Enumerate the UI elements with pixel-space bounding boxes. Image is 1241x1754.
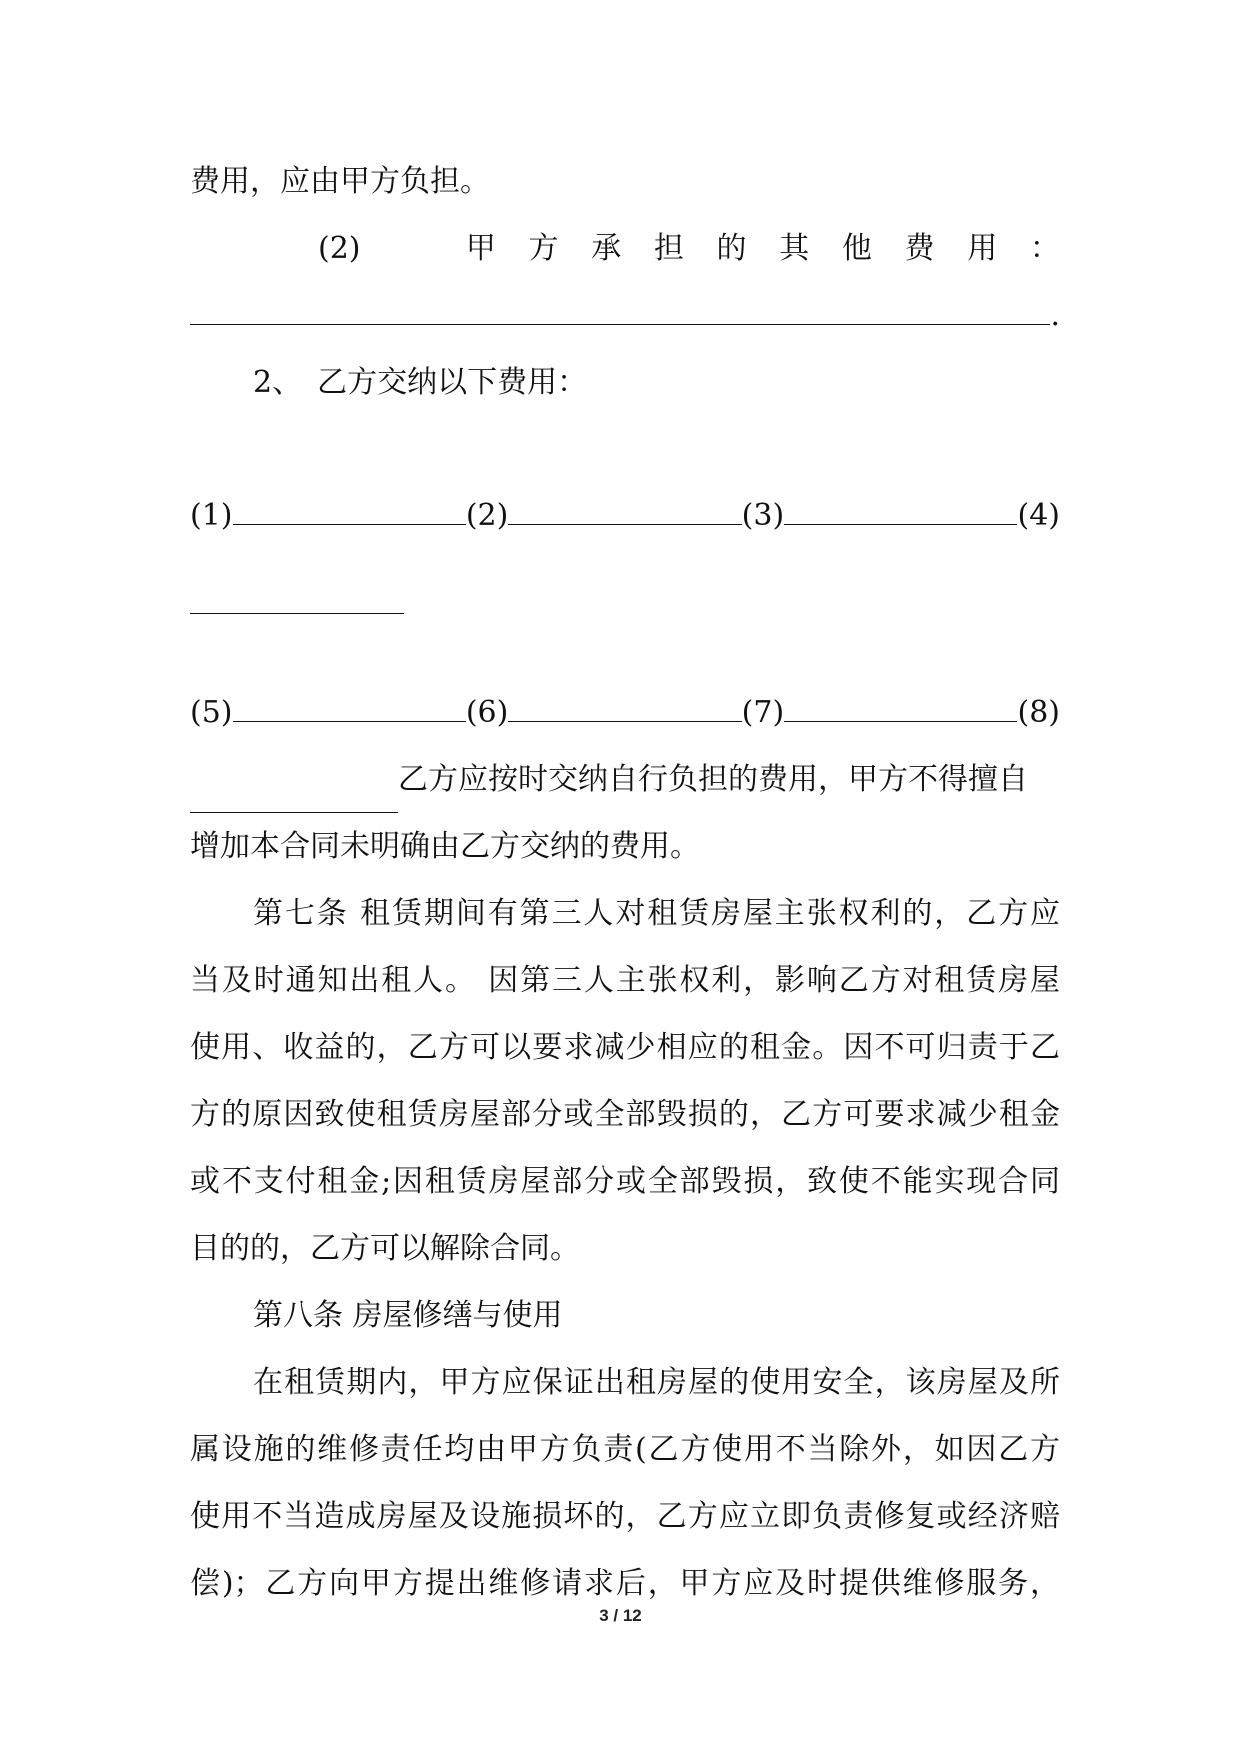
fees-row-2-continued <box>190 747 1060 813</box>
char: (2) <box>318 231 361 266</box>
text-line: 属设施的维修责任均由甲方负责(乙方使用不当除外，如因乙方 <box>190 1432 1060 1467</box>
char: 他 <box>841 231 872 266</box>
fee-blank[interactable] <box>508 681 741 722</box>
fees-row-1 <box>190 483 1060 549</box>
fee-blank[interactable] <box>233 681 466 722</box>
fee-blank[interactable] <box>233 484 466 525</box>
char: 的 <box>716 231 747 266</box>
fee-label: (4) <box>1017 498 1060 533</box>
fee-label: (3) <box>741 498 785 533</box>
fill-blank[interactable] <box>190 284 1050 325</box>
blank-line <box>190 283 1060 349</box>
char: 甲 <box>465 231 496 266</box>
text-line: 目的的，乙方可以解除合同。 <box>190 1231 580 1266</box>
fee-label: (8) <box>1017 695 1060 730</box>
fee-label: (7) <box>741 695 785 730</box>
fee-label: (5) <box>190 695 233 730</box>
page-number: 3 / 12 <box>599 1606 642 1625</box>
char: 其 <box>779 231 810 266</box>
text-line: 偿)；乙方向甲方提出维修请求后，甲方应及时提供维修服务， <box>190 1566 1060 1601</box>
text-line: 或不支付租金;因租赁房屋部分或全部毁损，致使不能实现合同 <box>190 1164 1060 1199</box>
article-7-heading: 第七条 租赁期间有第三人对租赁房屋主张权利的，乙方应 <box>253 896 1060 931</box>
fees-row-1-continued <box>190 548 1060 614</box>
char: 担 <box>653 231 684 266</box>
fee-blank[interactable] <box>784 484 1017 525</box>
text-line: 方的原因致使租赁房屋部分或全部毁损的，乙方可要求减少租金 <box>190 1097 1060 1132</box>
text-line: 使用不当造成房屋及设施损坏的，乙方应立即负责修复或经济赔 <box>190 1499 1060 1534</box>
fee-blank[interactable] <box>190 573 404 614</box>
text-line: 费用，应由甲方负担。 <box>190 164 490 199</box>
fee-blank[interactable] <box>190 772 398 813</box>
char: ： <box>1029 231 1060 266</box>
text-line: 当及时通知出租人。 因第三人主张权利，影响乙方对租赁房屋 <box>190 963 1060 998</box>
text-line: 增加本合同未明确由乙方交纳的费用。 <box>190 829 700 864</box>
char: 承 <box>591 231 622 266</box>
fee-label: (1) <box>190 498 233 533</box>
char: 费 <box>904 231 935 266</box>
fee-label: (2) <box>465 498 509 533</box>
fee-blank[interactable] <box>508 484 741 525</box>
fees-row-2 <box>190 680 1060 746</box>
fee-label: (6) <box>465 695 509 730</box>
fee-blank[interactable] <box>784 681 1017 722</box>
text-line: 使用、收益的，乙方可以要求减少相应的租金。因不可归责于乙 <box>190 1030 1060 1065</box>
section-heading: 2、 乙方交纳以下费用： <box>253 365 588 400</box>
article-8-heading: 第八条 房屋修缮与使用 <box>253 1298 563 1333</box>
char: 用 <box>967 231 998 266</box>
char: 方 <box>528 231 559 266</box>
text-line: 在租赁期内，甲方应保证出租房屋的使用安全，该房屋及所 <box>253 1365 1060 1400</box>
other-fees-line <box>318 216 1060 282</box>
period: . <box>1050 298 1060 333</box>
text-segment: 乙方应按时交纳自行负担的费用，甲方不得擅自 <box>398 762 1028 797</box>
